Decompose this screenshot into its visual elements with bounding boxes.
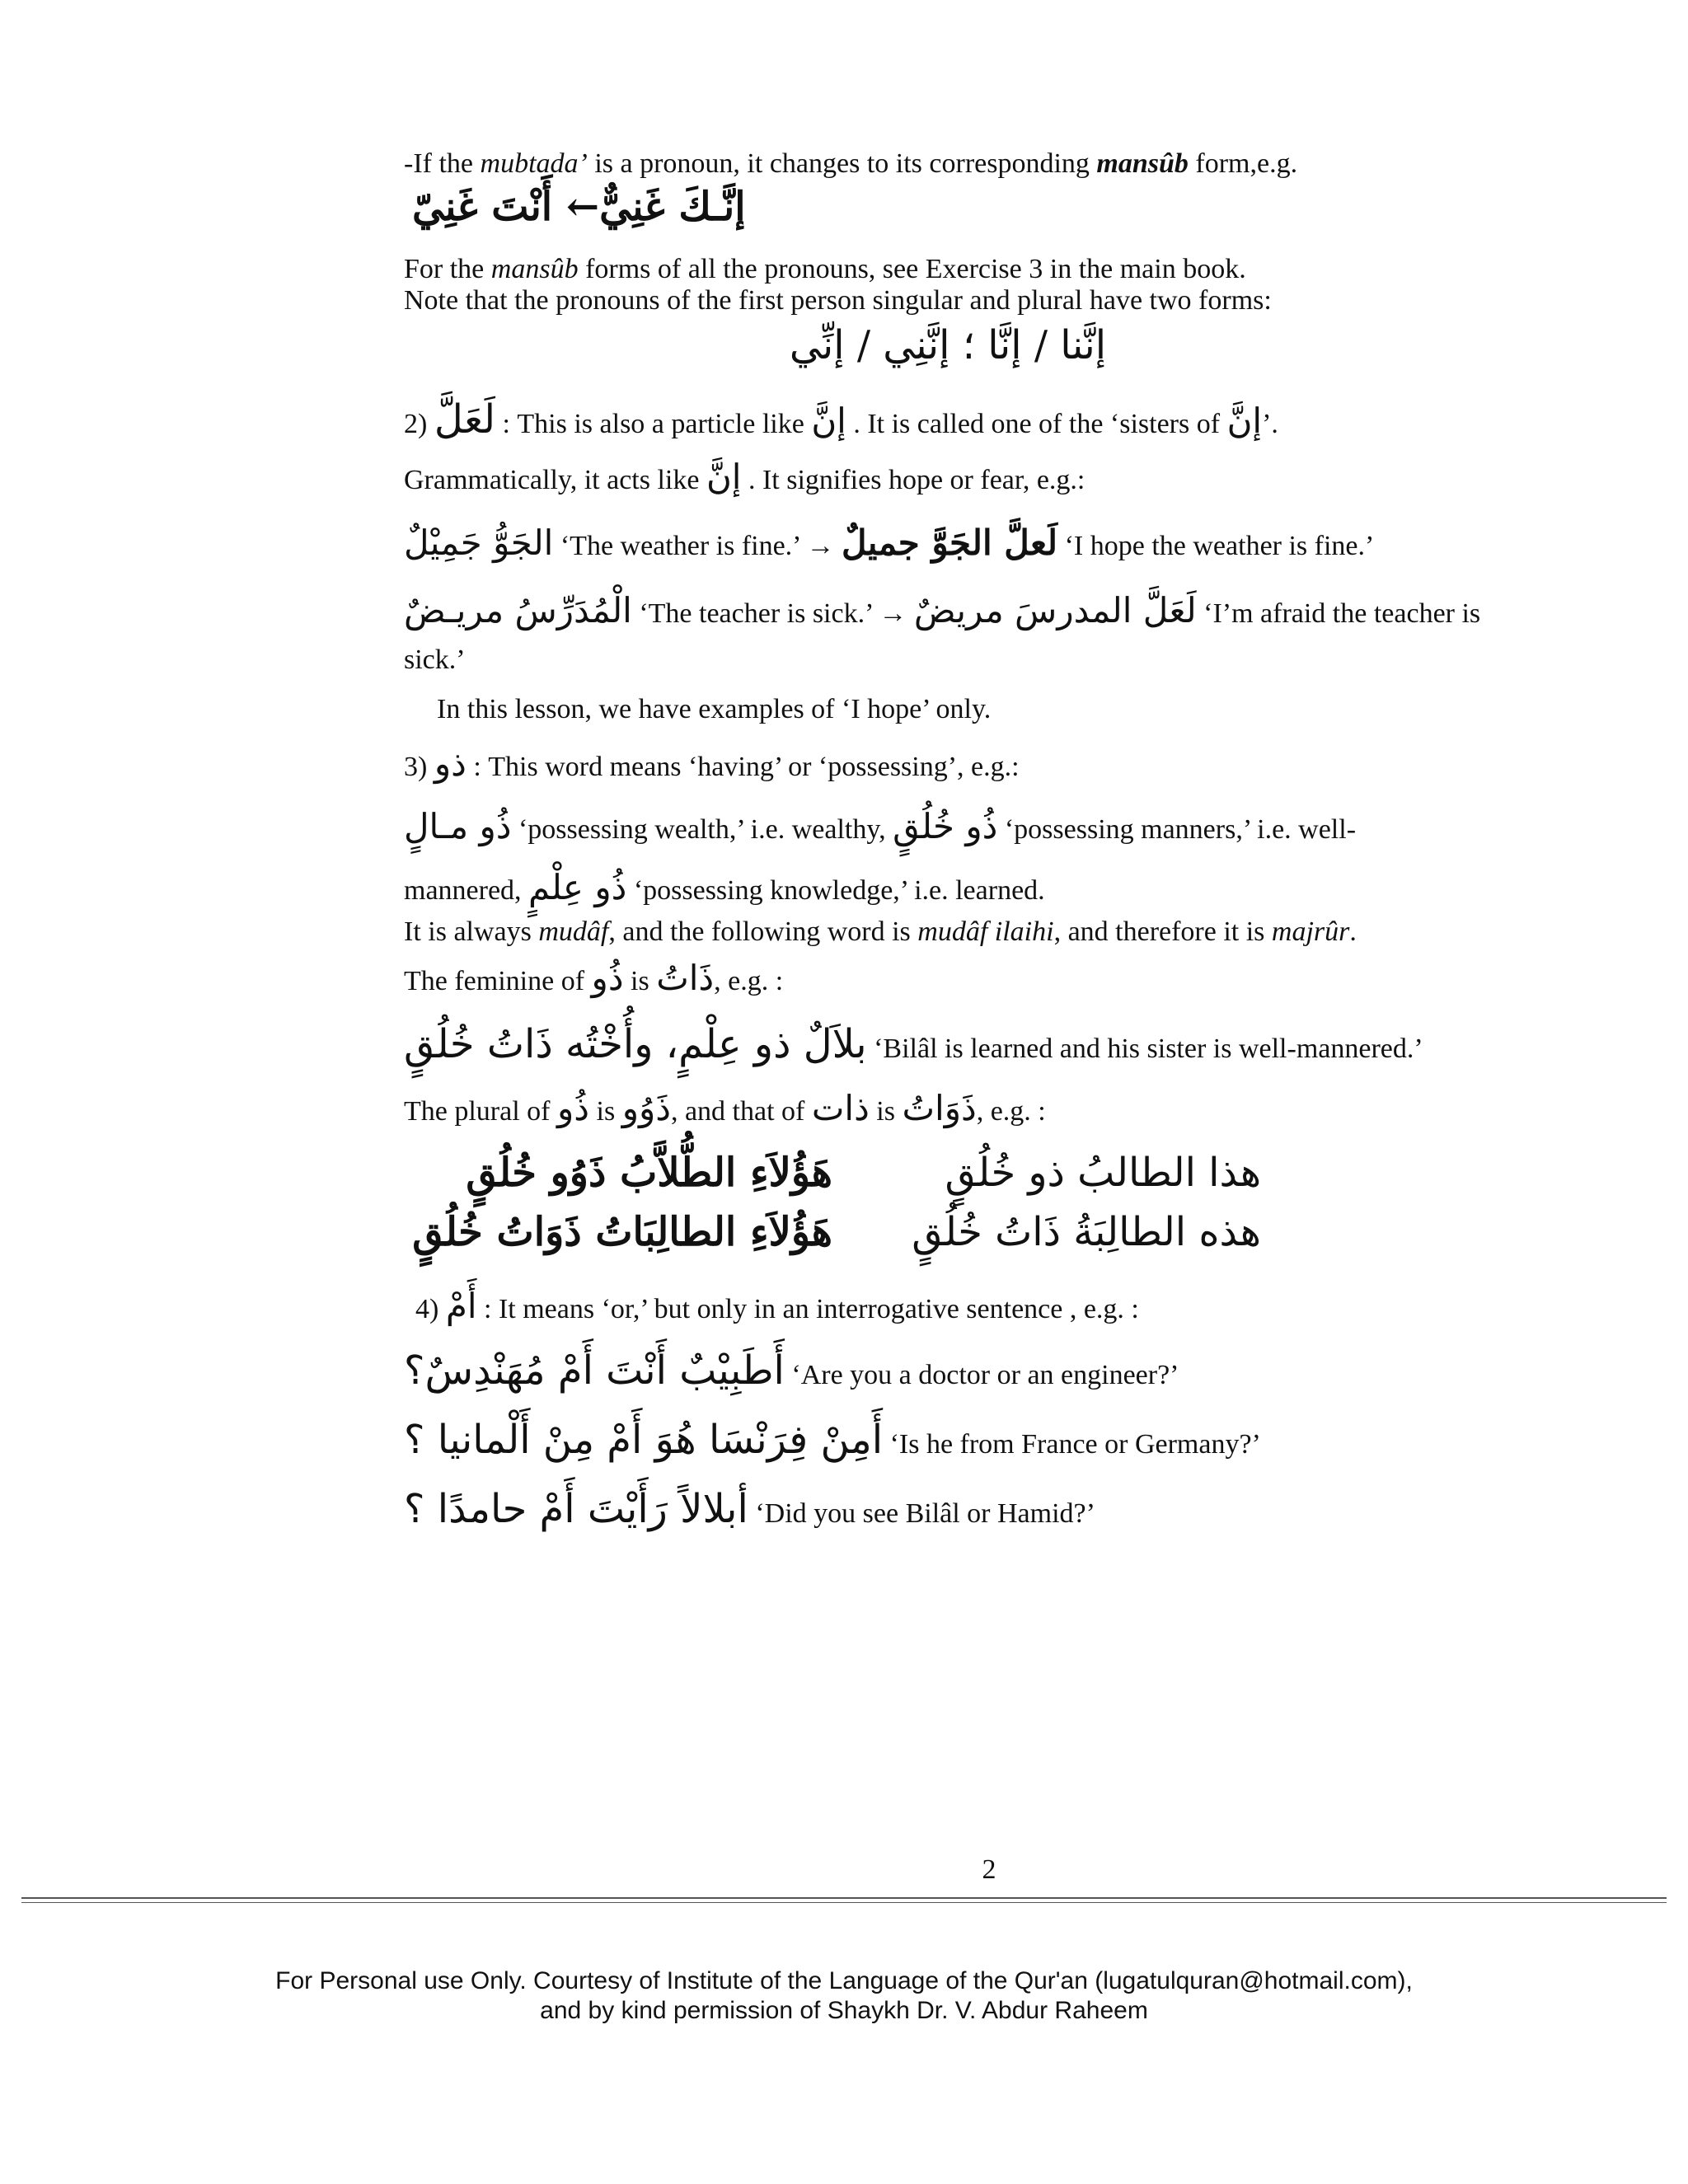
text: ‘Is he from France or Germany?’ xyxy=(883,1429,1261,1460)
arabic-example: ذُو مـالٍ xyxy=(404,806,512,846)
text: ‘Are you a doctor or an engineer?’ xyxy=(784,1360,1179,1390)
arabic-word: إنَّ xyxy=(811,401,846,441)
arabic-example: ذُو عِلْمٍ xyxy=(528,867,627,907)
example-bilal-hamid xyxy=(404,1486,1541,1548)
text: mannered, xyxy=(404,875,529,906)
example-inna-anta xyxy=(404,184,1541,241)
item-la-alla xyxy=(404,396,1541,453)
footer xyxy=(0,1966,1688,2026)
term-mansub: mansûb xyxy=(1096,148,1189,179)
footer-line-2: and by kind permission of Shaykh Dr. V. Abdur Raheem xyxy=(540,1997,1148,2024)
arabic-word: لَعَلَّ xyxy=(434,396,495,443)
term-majrur: majrûr xyxy=(1271,916,1350,947)
example-doctor xyxy=(404,1347,1541,1409)
text: , e.g. : xyxy=(976,1096,1046,1127)
arabic-example: إنَّـكَ غَنِيٌّ← أَنْتَ غَنِيّ xyxy=(412,184,746,230)
table-cell: هَؤُلاَءِ الطالِبَاتُ ذَوَاتُ خُلُقٍ xyxy=(412,1209,832,1255)
arabic-word: إنَّ xyxy=(1226,401,1263,441)
example-teacher-cont: sick.’ xyxy=(404,644,466,675)
text: : It means ‘or,’ but only in an interrogative sentence , e.g. : xyxy=(476,1294,1139,1324)
text: The feminine of xyxy=(404,966,592,996)
item-number: 4) xyxy=(415,1294,446,1324)
term-mubtada: mubtada’ xyxy=(480,148,588,179)
text: ‘The weather is fine.’ → xyxy=(553,531,842,561)
footer-divider-bottom xyxy=(21,1902,1667,1903)
example-possessing xyxy=(404,808,1541,860)
footer-divider-top xyxy=(21,1897,1667,1899)
paragraph-pronouns-note: Note that the pronouns of the first person singular and plural have two forms: xyxy=(404,285,1272,316)
item-am xyxy=(404,1287,1541,1337)
arabic-word: أَمْ xyxy=(445,1286,477,1326)
arabic-word: ذو xyxy=(434,743,467,784)
text: ‘I’m afraid the teacher is xyxy=(1196,598,1481,629)
paragraph-this-lesson: In this lesson, we have examples of ‘I hope’ only. xyxy=(437,694,992,724)
item-dhu xyxy=(404,745,1541,791)
item-number: 3) xyxy=(404,752,434,782)
example-france xyxy=(404,1417,1541,1479)
arabic-example: لَعَلَّ المدرسَ مريضٌ xyxy=(913,590,1197,630)
text: , e.g. : xyxy=(714,966,784,996)
arabic-word: ذات xyxy=(811,1088,870,1128)
pronouns-forms xyxy=(404,322,1541,379)
text: ‘Bilâl is learned and his sister is well-mannered.’ xyxy=(866,1033,1423,1064)
text: form,e.g. xyxy=(1188,148,1298,179)
text: ‘possessing manners,’ i.e. well- xyxy=(997,814,1357,845)
text: , and the following word is xyxy=(608,916,918,947)
text: It is always xyxy=(404,916,539,947)
text: ‘I hope the weather is fine.’ xyxy=(1057,531,1375,561)
table-cell: هذا الطالبُ ذو خُلُقٍ xyxy=(945,1150,1261,1196)
arabic-example: ذُو خُلُقٍ xyxy=(893,806,998,846)
paragraph-grammatically xyxy=(404,458,1541,508)
text: , and therefore it is xyxy=(1053,916,1272,947)
paragraph-mudaf xyxy=(404,913,1541,951)
text: ’. xyxy=(1262,409,1278,439)
footer-line-1: For Personal use Only. Courtesy of Institute of the Language of the Qur'an (lugatulquran@hotmail.com), xyxy=(275,1967,1413,1994)
paragraph-plural xyxy=(404,1090,1541,1139)
paragraph-mubtada xyxy=(404,145,1541,183)
arabic-word: ذَاتُ xyxy=(656,958,715,998)
arabic-example: بلاَلٌ ذو عِلْمٍ، وأُخْتُه ذَاتُ خُلُقٍ xyxy=(404,1021,867,1067)
arabic-word: ذَوُو xyxy=(621,1088,671,1128)
arabic-example: الْمُدَرِّسُ مريـضٌ xyxy=(404,590,632,630)
text: ‘Did you see Bilâl or Hamid?’ xyxy=(748,1498,1095,1529)
example-teacher xyxy=(404,592,1541,644)
term-mansub: mansûb xyxy=(490,254,579,284)
term-mudaf: mudâf xyxy=(538,916,609,947)
text: , and that of xyxy=(670,1096,812,1127)
arabic-pronouns: إنَّنا / إنَّا ؛ إنَّنِي / إنِّي xyxy=(789,322,1107,368)
text: is xyxy=(869,1096,903,1127)
paragraph-feminine xyxy=(404,959,1541,1009)
text: ‘possessing wealth,’ i.e. wealthy, xyxy=(511,814,893,845)
term-mudaf-ilaihi: mudâf ilaihi xyxy=(917,916,1054,947)
text: is xyxy=(623,966,657,996)
text: . It is called one of the ‘sisters of xyxy=(846,409,1227,439)
text: : This word means ‘having’ or ‘possessing’, e.g.: xyxy=(466,752,1020,782)
text: : This is also a particle like xyxy=(495,409,812,439)
table-cell: هذه الطالِبَةُ ذَاتُ خُلُقٍ xyxy=(912,1209,1261,1255)
text: Grammatically, it acts like xyxy=(404,465,706,495)
example-weather xyxy=(404,524,1541,577)
arabic-example: أَطَبِيْبٌ أَنْتَ أَمْ مُهَنْدِسٌ؟ xyxy=(404,1347,785,1394)
table-cell: هَؤُلاَءِ الطُّلاَّبُ ذَوُو خُلُقٍ xyxy=(466,1150,832,1196)
example-bilal xyxy=(404,1021,1541,1081)
arabic-example: الجَوُّ جَمِيْلٌ xyxy=(404,523,554,563)
page-number: 2 xyxy=(982,1854,996,1885)
text: ‘The teacher is sick.’ → xyxy=(631,598,914,629)
text: For the xyxy=(404,254,491,284)
text: . It signifies hope or fear, e.g.: xyxy=(741,465,1085,495)
arabic-example: لَعلَّ الجَوَّ جميلٌ xyxy=(841,523,1058,563)
arabic-word: ذَوَاتُ xyxy=(902,1088,977,1128)
arabic-word: ذُو xyxy=(591,958,624,998)
arabic-example: أَمِنْ فِرَنْسَا هُوَ أَمْ مِنْ أَلْمانيا ؟ xyxy=(404,1417,884,1463)
plural-table-row-2 xyxy=(404,1209,1541,1272)
arabic-example: أبلالاً رَأَيْتَ أَمْ حامدًا ؟ xyxy=(404,1486,748,1532)
text: ‘possessing knowledge,’ i.e. learned. xyxy=(626,875,1045,906)
text: -If the xyxy=(404,148,481,179)
arabic-word: إنَّ xyxy=(706,457,742,497)
text: is a pronoun, it changes to its corresponding xyxy=(587,148,1097,179)
arabic-word: ذُو xyxy=(557,1088,589,1128)
item-number: 2) xyxy=(404,409,434,439)
text: is xyxy=(589,1096,622,1127)
text: . xyxy=(1349,916,1357,947)
text: forms of all the pronouns, see Exercise 3 in the main book. xyxy=(578,254,1246,284)
plural-table-row-1 xyxy=(404,1150,1541,1213)
page-content xyxy=(404,145,1541,1532)
text: The plural of xyxy=(404,1096,557,1127)
